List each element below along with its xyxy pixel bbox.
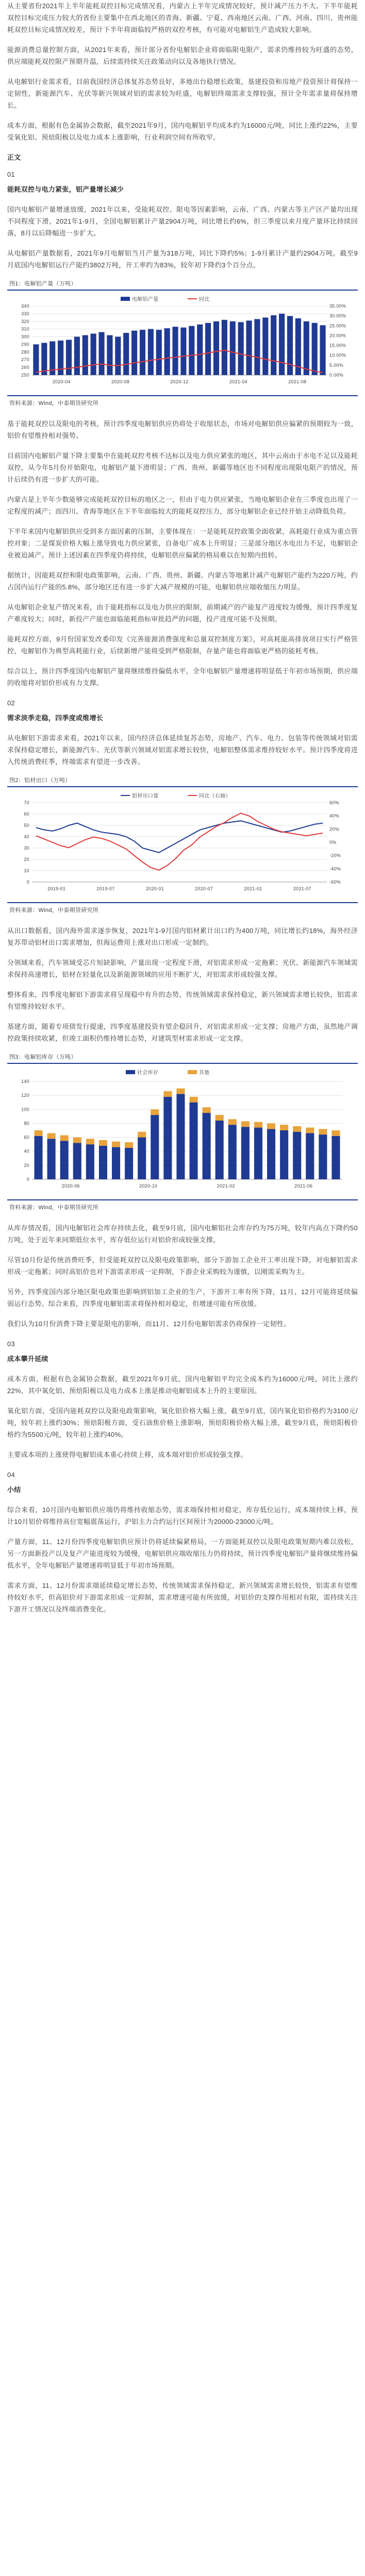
chart1-legend-label-a: 电解铝产量 (132, 297, 159, 302)
section-1-paragraph-3: 基于能耗双控以及限电的考核，预计四季度电解铝供应仍将处于收缩状态，市场对电解铝供应偏紧的预期较为一致，铝价有望维持相对强势。 (7, 420, 358, 439)
section-2-paragraph-2: 从出口数据看，国内海外需求逐步恢复，2021年1-9月国内铝材累计出口约为400万吨，同比增长约18%，海外经济复苏带动铝材出口需求增加，但海运费用上涨对出口形成一定制约。 (7, 927, 358, 946)
chart3-bar-a (163, 1097, 172, 1179)
chart3-bar-a (293, 1132, 301, 1179)
chart1-bar (66, 340, 72, 375)
chart2-y2-tick: 60% (329, 800, 339, 805)
chart1-bar (271, 315, 276, 375)
intro-paragraph-2: 能源消费总量控制方面，从2021年来看，预计部分省份电解铝企业将面临限电限产，需求仍维持较为旺盛的态势，供应端能耗双控限产预期升温，后续需持续关注政策动向以及各地执行情况。 (7, 46, 358, 65)
chart3-y-tick: 80 (24, 1121, 29, 1126)
figure-1-rule-bottom (7, 395, 358, 396)
chart3-bar-b (176, 1089, 185, 1094)
chart2-y-tick: 20 (24, 857, 29, 862)
section-3-paragraph-3: 主要成本项的上涨使得电解铝成本重心持续上移，成本端对铝价形成较强支撑。 (7, 1451, 247, 1459)
figure-1-rule (7, 290, 358, 291)
section-1-paragraph-6: 下半年来国内电解铝供应受到多方面因素的压制，主要体现在：一是能耗双控政策全面收紧，高耗能行业成为重点管控对象；二是煤炭价格大幅上涨导致电力供应紧张，自备电厂成本上升明显；三是部分地区水电出力不足，电解铝企业被迫减产。预计上述因素在四季度仍将持续，电解铝供应偏紧的格局难以在短期内扭转。 (7, 528, 358, 559)
chart1-bar (58, 341, 63, 375)
chart3-legend-swatch-b (188, 1070, 197, 1074)
figure-1-source: 资料来源：Wind，中泰期货研究所 (9, 400, 99, 406)
chart1-bar (189, 326, 194, 375)
section-1-paragraph-2: 从电解铝产量数据看，2021年9月电解铝当月产量为318万吨，同比下降约5%；1-9月累计产量约2904万吨。截至9月底国内电解铝运行产能约3802万吨，开工率约为83%，较年初下降约3个百分点。 (7, 249, 358, 269)
section-2-paragraph-1: 从电解铝下游需求来看，2021年以来，国内经济总体延续复苏态势，房地产、汽车、电力、包装等传统领域对铝需求保持稳定增长，新能源汽车、光伏等新兴领域对铝需求增长较快，电解铝整体需求维持较好水平。预计四季度将进入传统消费旺季，终端需求有望进一步改善。 (7, 734, 358, 766)
chart3-bar-b (99, 1140, 107, 1146)
chart3-bar-a (254, 1128, 262, 1179)
chart3-bar-a (280, 1130, 288, 1179)
chart3-y-tick: 40 (24, 1148, 29, 1154)
section-1-paragraph-9: 能耗双控方面，9月份国家发改委印发《完善能源消费强度和总量双控制度方案》，对高耗能高排放项目实行严格管控，电解铝作为典型高耗能行业，后续新增产能将受到严格限制，存量产能也将面临更严格的能耗考核。 (7, 635, 358, 655)
figure-2-rule (7, 786, 358, 787)
chart2-y-tick: 30 (24, 845, 29, 851)
chart2-x-tick: 2019-07 (96, 886, 115, 891)
chart2-legend-label-b: 同比（右轴） (199, 793, 231, 799)
chart1-y-tick: 280 (21, 349, 29, 355)
chart3-bar-b (151, 1109, 159, 1115)
chart3-bar-a (267, 1129, 275, 1179)
chart2-x-tick: 2020-01 (145, 886, 164, 891)
chart3-bar-b (163, 1091, 172, 1097)
chart2-y-tick: 50 (24, 823, 29, 828)
section-4-paragraph-3: 需求方面，11、12月份需求端延续稳定增长态势，传统领域需求保持稳定，新兴领域需求增长较快，铝需求有望维持较好水平，但高铝价对下游需求形成一定抑制，需求增速可能有所放缓，对铝价的支撑作用相对有限，需持续关注下游开工情况以及终端消费变化。 (7, 1582, 358, 1613)
chart3-bar-b (228, 1119, 237, 1125)
chart1-y-tick: 260 (21, 365, 29, 370)
chart2-y-tick: 0 (26, 879, 29, 885)
chart3-bar-a (86, 1144, 94, 1179)
chart3-legend-swatch-a (126, 1070, 135, 1074)
section-1-paragraph-1: 国内电解铝产量增速放缓，2021年以来，受能耗双控、限电等因素影响，云南、广西、内蒙古等主产区产量均出现不同程度下滑。2021年1-9月，全国电解铝累计产量2904万吨，同比增长约6%，但三季度以来月度产量环比持续回落，8月以后降幅进一步扩大。 (7, 206, 358, 237)
chart1-y-tick: 270 (21, 357, 29, 363)
chart3-bar-b (306, 1128, 314, 1133)
figure-2-rule-bottom (7, 902, 358, 903)
chart3-bar-b (138, 1132, 146, 1138)
section-1-number: 01 (7, 171, 15, 178)
figure-2-title: 图2：铝材出口（万吨） (9, 777, 71, 784)
chart2-x-tick: 2021-07 (293, 886, 311, 891)
figure-3-source: 资料来源：Wind，中泰期货研究所 (9, 1205, 99, 1211)
chart1-bar (205, 323, 211, 375)
figure-1-title: 图1：电解铝产量（万吨） (9, 281, 77, 287)
chart3-bar-a (306, 1133, 314, 1179)
chart1-bar (279, 314, 285, 375)
chart3-bar-a (228, 1125, 237, 1179)
chart3-bar-a (60, 1141, 69, 1179)
chart1-y2-tick: 15.00% (329, 343, 346, 348)
chart2-y-tick: 60 (24, 811, 29, 817)
chart1-bar (320, 325, 325, 375)
chart3-bar-a (241, 1127, 250, 1179)
chart1-bar (33, 344, 39, 375)
section-3-paragraph-2: 氧化铝方面，受国内能耗双控以及限电政策影响，氧化铝价格大幅上涨，截至9月底，国内氧化铝价格约为3100元/吨，较年初上涨约30%；预焙阳极方面，受石油焦价格上涨影响，预焙阳极价格大幅上涨，截至9月底，预焙阳极价格约为5500元/吨，较年初上涨约40%。 (7, 1407, 358, 1438)
chart1-bar (148, 329, 154, 375)
intro-paragraph-3: 从电解铝行业需求看，目前我国经济总体复苏态势良好，多地出台稳增长政策，基建投资和房地产投资预计将保持一定韧性，新能源汽车、光伏等新兴领域对铝的需求较为旺盛，电解铝终端需求支撑较强，预计全年需求量将保持增长。 (7, 78, 358, 109)
chart1-bar (180, 328, 186, 375)
chart1-bar (230, 321, 236, 375)
chart2-legend-label-a: 铝材出口量 (132, 793, 159, 799)
chart1-legend (121, 296, 210, 302)
chart1-y2-tick: 10.00% (329, 352, 346, 358)
chart3-bar-a (176, 1094, 185, 1179)
chart1-y-tick: 330 (21, 311, 29, 316)
chart1-bar (156, 330, 162, 375)
chart1-x-tick: 2020-12 (170, 379, 189, 384)
figure-2 (7, 776, 358, 916)
chart2-legend (121, 792, 231, 799)
chart3-bar-b (254, 1122, 262, 1128)
chart3-x-tick: 2020-06 (61, 1183, 80, 1189)
section-heading-main: 正文 (7, 154, 21, 161)
figure-1-chart (7, 293, 358, 391)
chart1-y-tick: 310 (21, 326, 29, 332)
chart1-y2-tick: 5.00% (329, 362, 344, 368)
chart3-bar-b (319, 1129, 327, 1134)
section-3-number: 03 (7, 1340, 15, 1348)
chart2-x-tick: 2021-01 (244, 886, 262, 891)
chart3-y-tick: 20 (24, 1162, 29, 1168)
chart3-bar-b (215, 1115, 224, 1121)
chart2-y2-tick: -40% (329, 866, 341, 872)
chart1-bar (115, 337, 121, 375)
section-2-paragraph-9: 我们认为10月份消费下降主要是限电的影响，而11月、12月份电解铝需求仍将保持一定韧性。 (7, 1320, 291, 1328)
chart1-bar (197, 325, 203, 375)
chart3-bar-a (319, 1134, 327, 1179)
chart2-y2-tick: -20% (329, 853, 341, 858)
chart1-y2-tick: 20.00% (329, 333, 346, 338)
chart1-bar (172, 327, 178, 375)
chart3-legend-label-b: 其他 (199, 1070, 210, 1076)
chart3-x-tick: 2021-02 (217, 1183, 235, 1189)
chart3-x-tick: 2020-10 (139, 1183, 158, 1189)
section-1-paragraph-7: 据统计，因能耗双控和限电政策影响，云南、广西、贵州、新疆、内蒙古等地累计减产电解铝产能约为220万吨，约占国内运行产能的5.8%，部分地区还有进一步扩大减产规模的可能，电解铝供应端收缩压力明显。 (7, 571, 358, 591)
chart3-bar-a (203, 1113, 211, 1179)
chart1-bar (123, 333, 129, 375)
chart1-y-tick: 340 (21, 303, 29, 309)
section-2-paragraph-5: 基建方面，随着专项债发行提速，四季度基建投资有望企稳回升，对铝需求形成一定支撑；房地产方面，虽然地产调控政策持续收紧，但竣工面积仍维持增长态势，对建筑型材需求形成一定支撑。 (7, 1023, 358, 1042)
intro-paragraph-4: 成本方面，根据有色金属协会数据，截至2021年9月，国内电解铝平均成本约为16000元/吨，同比上涨约22%，主要受氧化铝、预焙阳极以及电力成本上涨影响，行业利润空间有所收窄。 (7, 122, 358, 141)
section-4-title: 小结 (7, 1486, 21, 1494)
chart2-y-tick: 10 (24, 868, 29, 873)
chart3-x-tick: 2021-06 (294, 1183, 313, 1189)
figure-1 (7, 279, 358, 409)
figure-2-source: 资料来源：Wind，中泰期货研究所 (9, 907, 99, 913)
chart2-y2-tick: 20% (329, 826, 339, 832)
chart2-y2-tick: 0% (329, 840, 337, 845)
chart3-y-tick: 120 (21, 1093, 29, 1098)
section-1-paragraph-8: 从电解铝企业复产情况来看，由于能耗指标以及电力供应的限制，前期减产的产能复产进度较为缓慢，预计四季度复产难度较大；同时，新投产产能也面临能耗指标审批趋严的问题，投产进度可能不及预期。 (7, 603, 358, 623)
figure-3-rule (7, 1063, 358, 1064)
section-2-paragraph-6: 从库存情况看，国内电解铝社会库存持续去化，截至9月底，国内电解铝社会库存约为75万吨，较年内高点下降约50万吨，处于近年来同期低位水平，库存低位运行对铝价形成较强支撑。 (7, 1224, 358, 1244)
chart3-y-tick: 60 (24, 1134, 29, 1140)
chart1-y2-tick: 0.00% (329, 372, 344, 378)
chart1-bar (262, 317, 268, 375)
chart1-bar (41, 343, 47, 375)
chart1-legend-swatch-a (121, 297, 130, 301)
chart3-bar-b (241, 1121, 250, 1127)
chart3-bar-b (203, 1107, 211, 1113)
chart1-bar (140, 330, 145, 375)
chart3-bar-a (151, 1115, 159, 1179)
section-3-title: 成本攀升延续 (7, 1355, 48, 1363)
section-1-paragraph-5: 内蒙古是上半年少数能够完成能耗双控目标的地区之一，但由于电力供应紧张，当地电解铝企业在三季度也出现了一定程度的减产；而四川、青海等地区在下半年面临较大的能耗双控压力，部分电解铝企业已经开始主动降低负荷。 (7, 496, 358, 515)
chart1-y-tick: 320 (21, 318, 29, 324)
chart3-legend (126, 1069, 210, 1076)
chart3-bar-b (293, 1126, 301, 1132)
chart1-y2-tick: 30.00% (329, 313, 346, 319)
chart2-y-tick: 70 (24, 800, 29, 805)
chart3-bar-b (190, 1097, 198, 1103)
figure-3-title: 图3：电解铝库存（万吨） (9, 1054, 77, 1060)
chart3-y-tick: 100 (21, 1107, 29, 1112)
section-4-paragraph-1: 综合来看，10月国内电解铝供应端仍将维持收缩态势，需求端保持相对稳定，库存低位运行，成本端持续上移，预计10月铝价将维持高位宽幅震荡运行，沪铝主力合约运行区间预计为20000-23000元/吨。 (7, 1506, 358, 1526)
chart1-bar (213, 321, 219, 375)
chart1-bar (98, 332, 104, 375)
chart3-bar-b (35, 1130, 43, 1136)
chart1-y-tick: 290 (21, 342, 29, 347)
chart3-legend-label-a: 社会库存 (137, 1070, 159, 1076)
chart3-bar-b (331, 1130, 340, 1136)
chart3-bar-b (73, 1138, 81, 1143)
chart1-bar (254, 319, 260, 375)
figure-3 (7, 1053, 358, 1213)
chart1-bar (287, 316, 293, 375)
chart1-bar (312, 323, 318, 375)
figure-3-rule-bottom (7, 1199, 358, 1200)
chart3-bar-a (47, 1139, 56, 1179)
chart3-bar-a (138, 1138, 146, 1179)
section-2-paragraph-7: 尽管10月份是传统消费旺季，但受能耗双控以及限电政策影响，部分下游加工企业开工率出现下降，对电解铝需求形成一定拖累；同时高铝价也对下游需求形成一定抑制，下游企业采购较为谨慎，以刚需采购为主。 (7, 1256, 358, 1276)
chart1-x-tick: 2021-08 (288, 379, 307, 384)
intro-block (7, 0, 358, 143)
section-4-number: 04 (7, 1471, 15, 1479)
chart2-x-tick: 2019-01 (47, 886, 66, 891)
chart1-bar (222, 320, 227, 375)
chart3-bar-b (47, 1133, 56, 1139)
chart3-bar-a (112, 1147, 120, 1179)
section-1-paragraph-4: 目前国内电解铝产量下降主要集中在能耗双控考核不达标以及电力供应紧张的地区，其中云南由于水电不足以及能耗双控，从今年5月份开始限电，电解铝产量下滑明显；广西、贵州、新疆等地区也不同程度出现限电限产的情况，预计后续仍有进一步扩大的可能。 (7, 452, 358, 483)
chart1-legend-label-b: 同比 (199, 297, 210, 302)
section-4-paragraph-2: 产量方面，11、12月份四季度电解铝供应预计仍将延续偏紧格局，一方面能耗双控以及限电政策短期内难以放松，另一方面新投产以及复产产能进度较为缓慢，电解铝供应端收缩压力仍将持续，预计四季度电解铝产量将继续维持偏低水平，全年电解铝产量增速将明显低于年初市场预期。 (7, 1538, 358, 1569)
chart1-y-tick: 250 (21, 372, 29, 378)
chart3-bar-b (267, 1123, 275, 1129)
chart3-bar-a (35, 1136, 43, 1179)
chart2-x-tick: 2020-07 (195, 886, 213, 891)
chart3-bar-a (99, 1146, 107, 1179)
chart3-bar-a (190, 1103, 198, 1179)
chart1-y-tick: 300 (21, 334, 29, 340)
chart3-bar-a (331, 1136, 340, 1179)
chart1-x-tick: 2020-08 (111, 379, 130, 384)
chart1-bar (91, 334, 96, 375)
chart3-bar-b (86, 1139, 94, 1144)
chart1-y2-tick: 35.00% (329, 303, 346, 309)
chart3-bar-b (280, 1125, 288, 1130)
chart3-y-tick: 140 (21, 1079, 29, 1084)
chart1-x-tick: 2020-04 (52, 379, 71, 384)
chart1-bar (131, 331, 137, 375)
section-2-title: 需求淡季走稳，四季度或维增长 (7, 714, 104, 722)
chart3-bar-b (112, 1142, 120, 1147)
chart3-bar-b (125, 1142, 133, 1148)
figure-3-chart (7, 1066, 358, 1195)
chart1-y2-tick: 25.00% (329, 323, 346, 329)
section-3-paragraph-1: 成本方面，根据有色金属协会数据，截至2021年9月底，国内电解铝平均完全成本约为16000元/吨，同比上涨约22%，其中氧化铝、预焙阳极以及电力成本上涨是推动电解铝成本上升的主要原因。 (7, 1375, 358, 1395)
section-2-paragraph-8: 另外，四季度国内部分地区限电政策也影响到铝加工企业的生产，下游开工率有所下降，11月、12月可能将延续偏弱运行态势。综合来看，四季度电解铝需求将保持相对稳定，但增速可能有所放缓。 (7, 1288, 358, 1308)
chart1-x-tick: 2021-04 (229, 379, 247, 384)
section-2-paragraph-4: 整体看来，四季度电解铝下游需求将呈现稳中有升的态势，传统领域需求保持稳定，新兴领域需求增长较快，铝需求有望维持较好水平。 (7, 991, 358, 1010)
chart1-bar (107, 335, 112, 375)
figure-2-chart (7, 789, 358, 897)
chart2-y2-tick: -60% (329, 879, 341, 885)
chart3-bar-a (215, 1121, 224, 1179)
chart3-bar-b (60, 1136, 69, 1141)
section-1-title: 能耗双控与电力紧张，铝产量增长减少 (7, 185, 124, 193)
chart1-bar (304, 321, 309, 375)
chart2-y2-tick: 40% (329, 813, 339, 819)
intro-paragraph-1: 从主要省份2021年上半年能耗双控目标完成情况看，内蒙古上半年完成情况较好，预计减产压力不大。下半年能耗双控目标完成压力较大的省份主要集中在西北地区的青海、新疆、宁夏、西南地区云南、广西、河南、四川、贵州能耗双控目标完成情况较差，预计下半年将面临较严格的双控考核，有可能对电解铝生产造成较大影响。 (7, 2, 358, 33)
chart3-bar-a (125, 1148, 133, 1179)
chart1-bar (238, 322, 244, 375)
section-2-paragraph-3: 分领域来看，汽车领域受芯片短缺影响，产量出现一定程度下滑，对铝需求形成一定拖累；光伏、新能源汽车领域需求保持高速增长，铝材在轻量化以及新能源领域的应用不断扩大，对铝需求形成较强支撑。 (7, 959, 358, 978)
chart1-bar (246, 320, 252, 375)
chart1-bar (74, 337, 80, 375)
section-2-number: 02 (7, 699, 15, 707)
chart1-bar (164, 328, 170, 375)
chart1-bar (82, 335, 88, 375)
section-1-paragraph-10: 综合以上，预计四季度国内电解铝产量将继续维持偏低水平，全年电解铝产量增速将明显低于年初市场预期，供应端的收缩将对铝价形成有力支撑。 (7, 667, 358, 687)
chart3-y-tick: 0 (26, 1177, 29, 1182)
chart2-y-tick: 40 (24, 834, 29, 839)
chart3-bar-a (73, 1143, 81, 1179)
